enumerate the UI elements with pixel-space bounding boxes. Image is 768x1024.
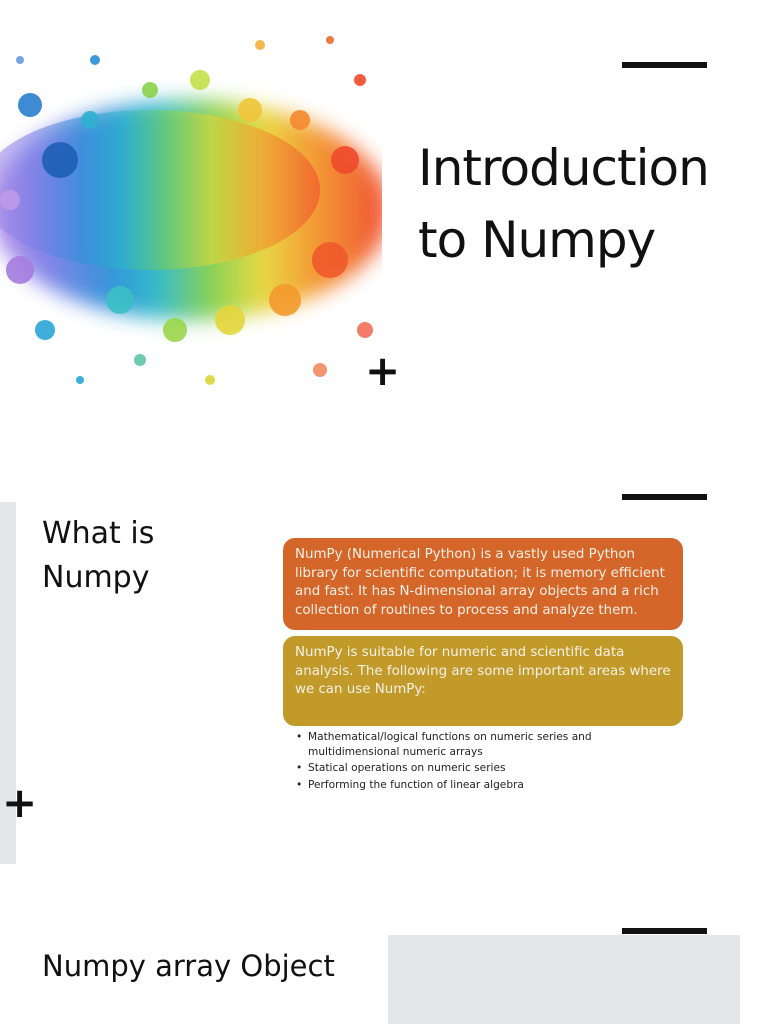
- accent-dash: [622, 494, 707, 500]
- plus-icon: +: [365, 346, 401, 395]
- slide-what-is-numpy: [0, 432, 768, 872]
- paint-splash-image: [0, 0, 382, 420]
- slide-title-line2: Numpy: [42, 560, 150, 595]
- slide-title: [418, 132, 748, 276]
- slide-title-line1: Introduction: [418, 139, 709, 197]
- slide-introduction: [0, 0, 768, 430]
- slide-numpy-array-object: [0, 880, 768, 1024]
- usage-box: NumPy is suitable for numeric and scientific data analysis. The following are some important areas where we can use NumPy:: [283, 636, 683, 726]
- list-item: • Performing the function of linear algebra: [296, 778, 636, 793]
- usage-list: [296, 730, 636, 794]
- slide-title-line1: What is: [42, 516, 155, 551]
- list-item: • Statical operations on numeric series: [296, 761, 636, 776]
- accent-dash: [622, 62, 707, 68]
- accent-dash: [622, 928, 707, 934]
- list-item: • Mathematical/logical functions on numeric series and multidimensional numeric arrays: [296, 730, 636, 759]
- definition-box: NumPy (Numerical Python) is a vastly used Python library for scientific computation; it is memory efficient and fast. It has N-dimensional array objects and a rich collection of routines to process and analyze them.: [283, 538, 683, 630]
- slide-title: [42, 512, 242, 600]
- plus-icon: +: [2, 778, 38, 827]
- slide-title-line2: to Numpy: [418, 211, 656, 269]
- slide-title: Numpy array Object: [42, 949, 335, 983]
- content-panel: [388, 935, 740, 1024]
